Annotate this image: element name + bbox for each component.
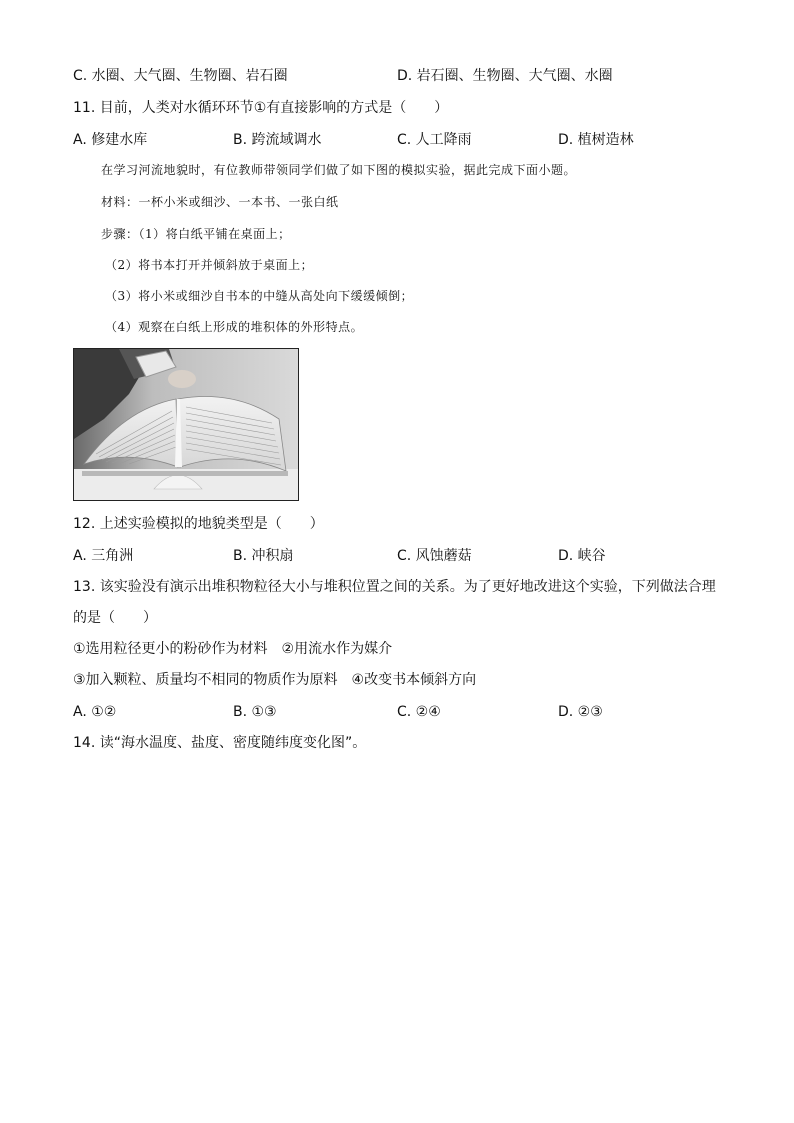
passage-materials: 材料：一杯小米或细沙、一本书、一张白纸: [101, 195, 339, 209]
q11-option-c: C. 人工降雨: [397, 132, 472, 148]
q12-option-c: C. 风蚀蘑菇: [397, 548, 472, 564]
experiment-photo: [73, 348, 299, 501]
q13-choices-1: ①选用粒径更小的粉砂作为材料 ②用流水作为媒介: [73, 641, 393, 657]
passage-step-1: 步骤：（1）将白纸平铺在桌面上；: [101, 227, 291, 241]
q13-option-a: A. ①②: [73, 704, 117, 720]
q13-stem-line-2: 的是（ ）: [73, 610, 157, 626]
passage-step-2: （2）将书本打开并倾斜放于桌面上；: [105, 258, 314, 272]
passage-intro: 在学习河流地貌时，有位教师带领同学们做了如下图的模拟实验，据此完成下面小题。: [101, 163, 577, 177]
q12-option-a: A. 三角洲: [73, 548, 134, 564]
q10-option-d: D. 岩石圈、生物圈、大气圈、水圈: [397, 68, 613, 84]
q13-option-d: D. ②③: [558, 704, 603, 720]
q11-option-b: B. 跨流域调水: [233, 132, 322, 148]
q13-choices-2: ③加入颗粒、质量均不相同的物质作为原料 ④改变书本倾斜方向: [73, 672, 477, 688]
q11-option-a: A. 修建水库: [73, 132, 148, 148]
q13-option-c: C. ②④: [397, 704, 441, 720]
q12-option-d: D. 峡谷: [558, 548, 606, 564]
q12-stem: 12. 上述实验模拟的地貌类型是（ ）: [73, 516, 324, 532]
q13-stem-line-1: 13. 该实验没有演示出堆积物粒径大小与堆积位置之间的关系。为了更好地改进这个实验，下列做法合理: [73, 579, 716, 595]
q11-option-d: D. 植树造林: [558, 132, 634, 148]
q11-stem: 11. 目前，人类对水循环环节①有直接影响的方式是（ ）: [73, 100, 449, 116]
q14-stem: 14. 读“海水温度、盐度、密度随纬度变化图”。: [73, 735, 367, 751]
passage-step-3: （3）将小米或细沙自书本的中缝从高处向下缓缓倾倒；: [105, 289, 414, 303]
q12-option-b: B. 冲积扇: [233, 548, 294, 564]
passage-step-4: （4）观察在白纸上形成的堆积体的外形特点。: [105, 320, 364, 334]
q10-option-c: C. 水圈、大气圈、生物圈、岩石圈: [73, 68, 288, 84]
q13-option-b: B. ①③: [233, 704, 277, 720]
